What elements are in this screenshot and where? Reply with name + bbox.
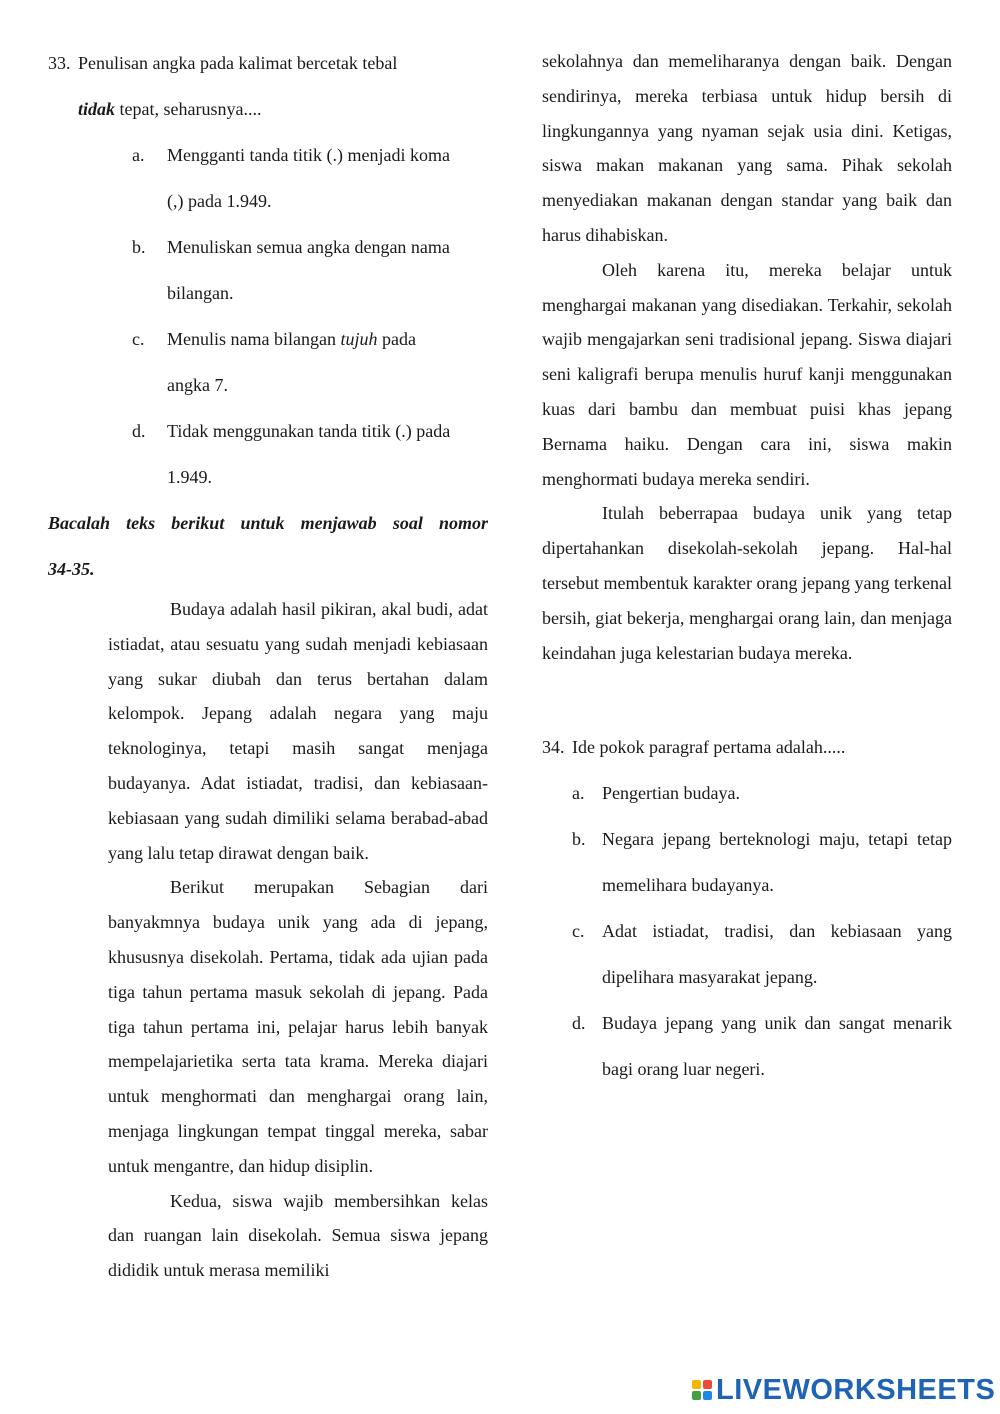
question-33	[48, 40, 488, 500]
option-d[interactable]	[572, 1000, 952, 1092]
option-text: Menulis nama bilangan	[167, 329, 341, 349]
option-letter: d.	[132, 421, 146, 441]
option-a[interactable]	[132, 132, 488, 224]
right-column	[542, 44, 952, 1092]
option-emphasis: tujuh	[340, 329, 378, 349]
reading-instruction	[48, 500, 488, 592]
passage-paragraph-1: Budaya adalah hasil pikiran, akal budi, adat istiadat, atau sesuatu yang sudah menjadi kebiasaan yang sukar diubah dan terus bertahan dalam kelompok. Jepang adalah negara yang maju teknologinya, tetapi masih sangat menjaga budayanya. Adat istiadat, tradisi, dan kebiasaan-kebiasaan yang sudah dimiliki selama berabad-abad yang lalu tetap dirawat dengan baik.	[108, 599, 488, 863]
option-letter: d.	[572, 1013, 586, 1034]
option-text: Adat istiadat, tradisi, dan kebiasaan yang dipelihara masyarakat jepang.	[602, 921, 952, 988]
logo-block	[692, 1380, 701, 1389]
option-c[interactable]	[572, 908, 952, 1000]
question-34-stem	[542, 724, 952, 770]
passage-paragraph-3-continued: sekolahnya dan memeliharanya dengan baik. Dengan sendirinya, mereka terbiasa untuk hidup bersih di lingkungannya yang nyaman sejak usia dini. Ketigas, siswa makan makanan yang sama. Pihak sekolah menyediakan makanan dengan standar yang baik dan harus dihabiskan.	[542, 51, 952, 245]
option-text: Pengertian budaya.	[602, 783, 740, 804]
passage-paragraph-4: Oleh karena itu, mereka belajar untuk menghargai makanan yang disediakan. Terkahir, sekolah wajib mengajarkan seni tradisional jepang. Siswa diajari seni kaligrafi berupa menulis huruf kanji menggunakan kuas dari bambu dan membuat puisi khas jepang Bernama haiku. Dengan cara ini, siswa makin menghormati budaya mereka sendiri.	[542, 259, 952, 489]
option-d[interactable]	[132, 408, 488, 500]
logo-block	[703, 1380, 712, 1389]
instruction-line-2: 34-35.	[48, 559, 95, 579]
option-text-cont: angka 7.	[167, 375, 228, 395]
question-text-cont: tepat, seharusnya....	[115, 99, 262, 119]
question-number: 33.	[48, 53, 71, 73]
question-34	[542, 724, 952, 1092]
question-text: Ide pokok paragraf pertama adalah.....	[572, 737, 846, 758]
option-text: Tidak menggunakan tanda titik (.) pada	[167, 421, 451, 441]
question-34-options	[542, 770, 952, 1092]
passage-paragraph-3: Kedua, siswa wajib membersihkan kelas dan ruangan lain disekolah. Semua siswa jepang dididik untuk merasa memiliki	[108, 1190, 488, 1281]
passage-paragraph-5: Itulah beberrapaa budaya unik yang tetap dipertahankan disekolah-sekolah jepang. Hal-hal tersebut membentuk karakter orang jepang yang terkenal bersih, giat bekerja, menghargai orang lain, dan menjaga keindahan juga kelestarian budaya mereka.	[542, 503, 952, 663]
option-letter: a.	[132, 145, 145, 165]
left-column	[48, 40, 488, 1288]
option-text-post: pada	[377, 329, 416, 349]
question-number: 34.	[542, 737, 565, 758]
passage-paragraph-2: Berikut merupakan Sebagian dari banyakmnya budaya unik yang ada di jepang, khususnya disekolah. Pertama, tidak ada ujian pada tiga tahun pertama masuk sekolah di jepang. Pada tiga tahun pertama ini, pelajar harus lebih banyak mempelajarietika serta tata krama. Mereka diajari untuk menghormati dan menghargai orang lain, menjaga lingkungan tempat tinggal mereka, sabar untuk mengantre, dan hidup disiplin.	[108, 877, 488, 1176]
logo-text: LIVEWORKSHEETS	[716, 1373, 996, 1406]
option-text: Negara jepang berteknologi maju, tetapi tetap memelihara budayanya.	[602, 829, 952, 896]
liveworksheets-logo	[692, 1372, 995, 1408]
option-b[interactable]	[572, 816, 952, 908]
option-c[interactable]	[132, 316, 488, 408]
option-letter: c.	[132, 329, 145, 349]
option-text-cont: 1.949.	[167, 467, 212, 487]
option-letter: a.	[572, 783, 585, 804]
option-text-cont: (,) pada 1.949.	[167, 191, 272, 211]
question-33-stem	[48, 40, 488, 132]
reading-passage	[48, 592, 488, 1288]
option-text: Mengganti tanda titik (.) menjadi koma	[167, 145, 450, 165]
option-text: Menuliskan semua angka dengan nama	[167, 237, 450, 257]
option-a[interactable]	[572, 770, 952, 816]
option-letter: c.	[572, 921, 585, 942]
instruction-line-1: Bacalah teks berikut untuk menjawab soal nomor	[48, 513, 488, 533]
option-text: Budaya jepang yang unik dan sangat menarik bagi orang luar negeri.	[602, 1013, 952, 1080]
logo-blocks-icon	[692, 1380, 712, 1400]
option-letter: b.	[132, 237, 146, 257]
question-text: Penulisan angka pada kalimat bercetak tebal	[78, 53, 398, 73]
logo-block	[703, 1391, 712, 1400]
logo-block	[692, 1391, 701, 1400]
option-letter: b.	[572, 829, 586, 850]
option-b[interactable]	[132, 224, 488, 316]
question-33-options	[48, 132, 488, 500]
question-emphasis: tidak	[78, 99, 116, 119]
option-text-cont: bilangan.	[167, 283, 234, 303]
